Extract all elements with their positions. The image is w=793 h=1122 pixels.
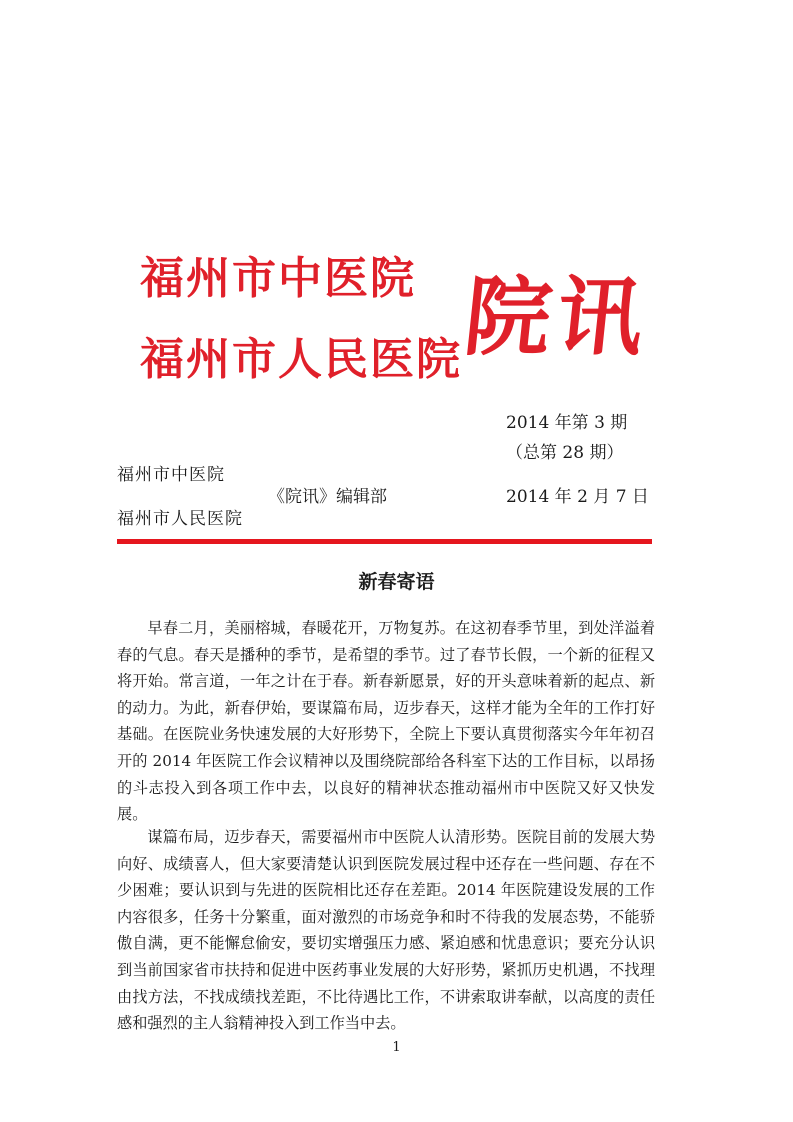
page-number: 1 (392, 1040, 401, 1055)
article-paragraph: 谋篇布局，迈步春天，需要福州市中医院人认清形势。医院目前的发展大势向好、成绩喜人，但大家要清楚认识到医院发展过程中还存在一些问题、存在不少困难；要认识到与先进的医院相比还存在差距。2014 年医院建设发展的工作内容很多，任务十分繁重，面对激烈的市场竞争和时不待我的发展态势，不能骄傲自满，更不能懈怠偷安，要切实增强压力感、紧迫感和忧患意识；要充分认识到当前国家省市扶持和促进中医药事业发展的大好形势，紧抓历史机遇，不找理由找方法，不找成绩找差距，不比待遇比工作，不讲索取讲奉献，以高度的责任感和强烈的主人翁精神投入到工作当中去。 (117, 828, 655, 1033)
issue-number: 2014 年第 3 期 (506, 413, 628, 433)
masthead-org-line1: 福州市中医院 (140, 253, 416, 304)
editorial-dept: 《院讯》编辑部 (268, 487, 387, 507)
masthead-org-line2: 福州市人民医院 (140, 334, 462, 385)
masthead-title: 院讯 (459, 267, 655, 368)
publisher-line2: 福州市人民医院 (117, 509, 243, 529)
header-divider (117, 539, 652, 544)
publisher-line1: 福州市中医院 (117, 465, 225, 485)
article-paragraph: 早春二月，美丽榕城，春暖花开，万物复苏。在这初春季节里，到处洋溢着春的气息。春天是播种的季节，是希望的季节。过了春节长假，一个新的征程又将开始。常言道，一年之计在于春。新春新愿景，好的开头意味着新的起点、新的动力。为此，新春伊始，要谋篇布局，迈步春天，这样才能为全年的工作打好基础。在医院业务快速发展的大好形势下，全院上下要认真贯彻落实今年年初召开的 2014 年医院工作会议精神以及围绕院部给各科室下达的工作目标，以昂扬的斗志投入到各项工作中去，以良好的精神状态推动福州市中医院又好又快发展。 (117, 619, 655, 824)
issue-total: （总第 28 期） (506, 443, 624, 463)
article-title: 新春寄语 (358, 571, 435, 593)
publish-date: 2014 年 2 月 7 日 (506, 487, 649, 507)
